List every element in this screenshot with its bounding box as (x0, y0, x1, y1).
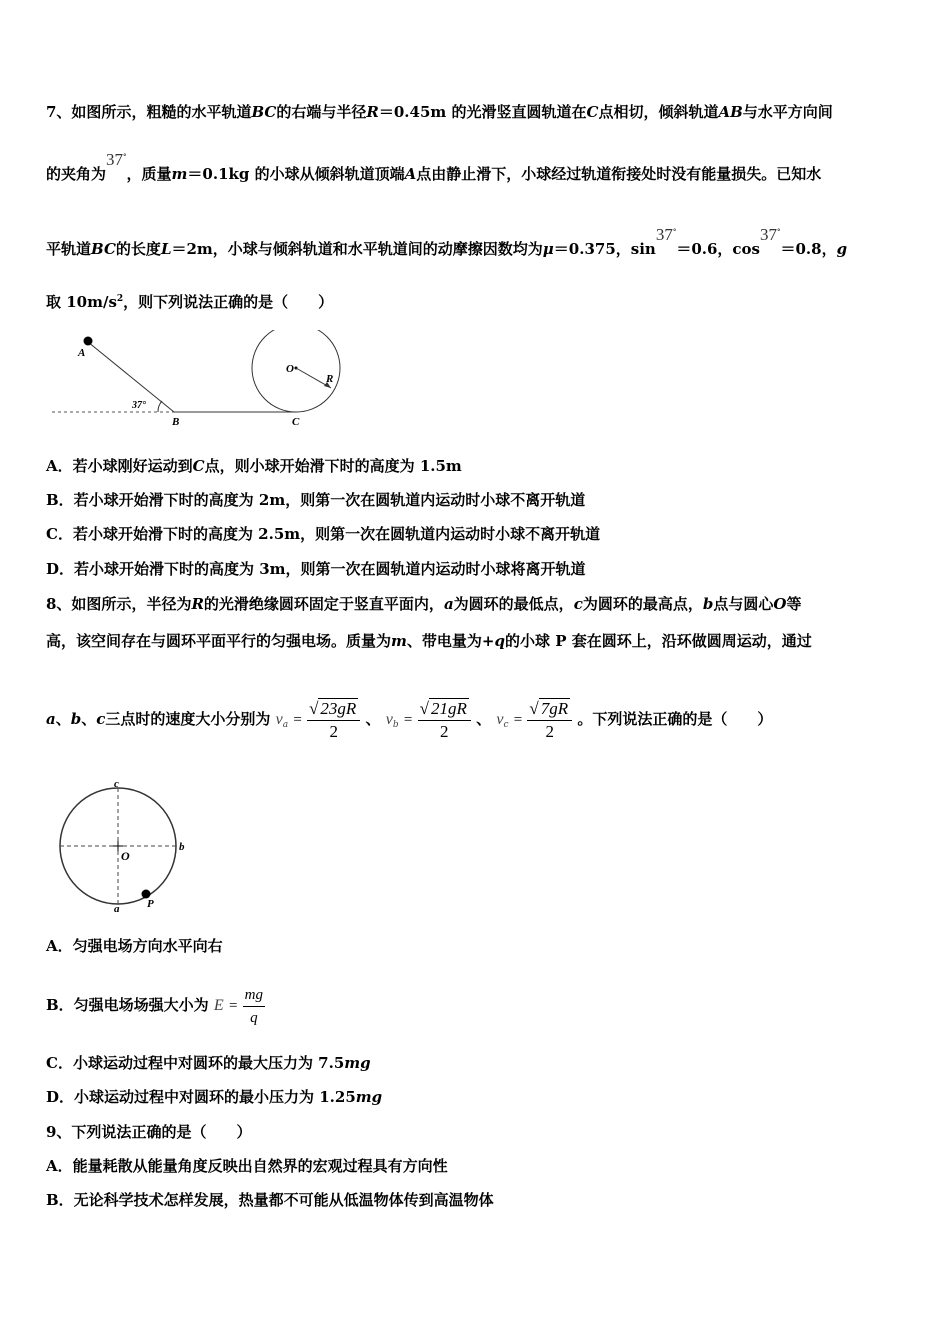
label-p: P (147, 898, 154, 910)
ball-icon (84, 337, 93, 346)
label-a: a (114, 903, 120, 913)
angle-arc (158, 401, 162, 412)
v-c-symbol: v (496, 711, 504, 728)
fraction-e: $\frac{mg}{q}$ (243, 984, 265, 1029)
q8-ring-diagram (50, 778, 200, 913)
label-c: c (114, 778, 119, 790)
q9-option-a[interactable]: A．能量耗散从能量角度反映出自然界的宏观过程具有方向性 (46, 1157, 448, 1175)
q7-stem-line-3: 平轨道BC的长度L＝2m，小球与倾斜轨道和水平轨道间的动摩擦因数均为μ＝0.375，sin37°＝0.6，cos37°＝0.8，g (46, 225, 848, 258)
q8-stem-line-2: 高，该空间存在与圆环平面平行的匀强电场。质量为m、带电量为+q的小球 P 套在圆环上，沿环做圆周运动，通过 (46, 632, 812, 650)
label-b: b (179, 841, 185, 853)
fraction-vb: $\frac{√ 21gR}{2}$ (418, 698, 471, 743)
v-b-symbol: v (385, 711, 393, 728)
q8-stem-line-1: 8、如图所示，半径为R的光滑绝缘圆环固定于竖直平面内，a为圆环的最低点，c为圆环的最高点，b点与圆心O等 (46, 595, 802, 613)
q8-option-d[interactable]: D．小球运动过程中对圆环的最小压力为 1.25mg (46, 1088, 383, 1106)
fraction-vc: $\frac{√ 7gR}{2}$ (527, 698, 572, 743)
label-r: R (326, 373, 334, 385)
fraction-va: $\frac{√ 23gR}{2}$ (307, 698, 360, 743)
q7-option-b[interactable]: B．若小球开始滑下时的高度为 2m，则第一次在圆轨道内运动时小球不离开轨道 (46, 491, 586, 509)
q7-stem-line-2: 的夹角为37°，质量m＝0.1kg 的小球从倾斜轨道顶端A点由静止滑下，小球经过轨道衔接处时没有能量损失。已知水 (46, 150, 822, 183)
loop-circle (252, 330, 340, 412)
q7-track-diagram (46, 330, 346, 430)
q7-option-c[interactable]: C．若小球开始滑下时的高度为 2.5m，则第一次在圆轨道内运动时小球不离开轨道 (46, 525, 601, 543)
label-b: B (172, 416, 180, 428)
q8-option-c[interactable]: C．小球运动过程中对圆环的最大压力为 7.5mg (46, 1054, 371, 1072)
q7-stem-line-4: 取 $10m/s^2$，则下列说法正确的是（ ） (46, 293, 334, 311)
label-o: O (121, 849, 130, 863)
q7-option-a[interactable]: A．若小球刚好运动到C点，则小球开始滑下时的高度为 1.5m (46, 457, 462, 475)
v-a-symbol: v (275, 711, 283, 728)
label-o: O (286, 363, 294, 375)
q8-option-a[interactable]: A．匀强电场方向水平向右 (46, 937, 223, 955)
q9-option-b[interactable]: B．无论科学技术怎样发展，热量都不可能从低温物体传到高温物体 (46, 1191, 494, 1209)
label-c: C (292, 416, 300, 428)
q8-stem-line-3: a、b、c三点时的速度大小分别为 $v_a$ = $\frac{√ 23gR}{2}$ 、 $v_b$ = $\frac{√ 21gR}{2}$ 、 $v_c$ = $\frac{√ 7gR}{2}$ 。下列说法正确的是（ ） (46, 698, 773, 741)
q7-stem-line-1: 7、如图所示，粗糙的水平轨道BC的右端与半径R＝0.45m 的光滑竖直圆轨道在C点相切，倾斜轨道AB与水平方向间 (46, 103, 833, 121)
q7-option-d[interactable]: D．若小球开始滑下时的高度为 3m，则第一次在圆轨道内运动时小球将离开轨道 (46, 560, 586, 578)
q8-option-b[interactable]: B．匀强电场场强大小为 E = $\frac{mg}{q}$ (46, 982, 265, 1029)
label-a: A (78, 347, 86, 359)
q9-stem: 9、下列说法正确的是（ ） (46, 1123, 252, 1141)
label-angle: 37° (132, 400, 146, 411)
